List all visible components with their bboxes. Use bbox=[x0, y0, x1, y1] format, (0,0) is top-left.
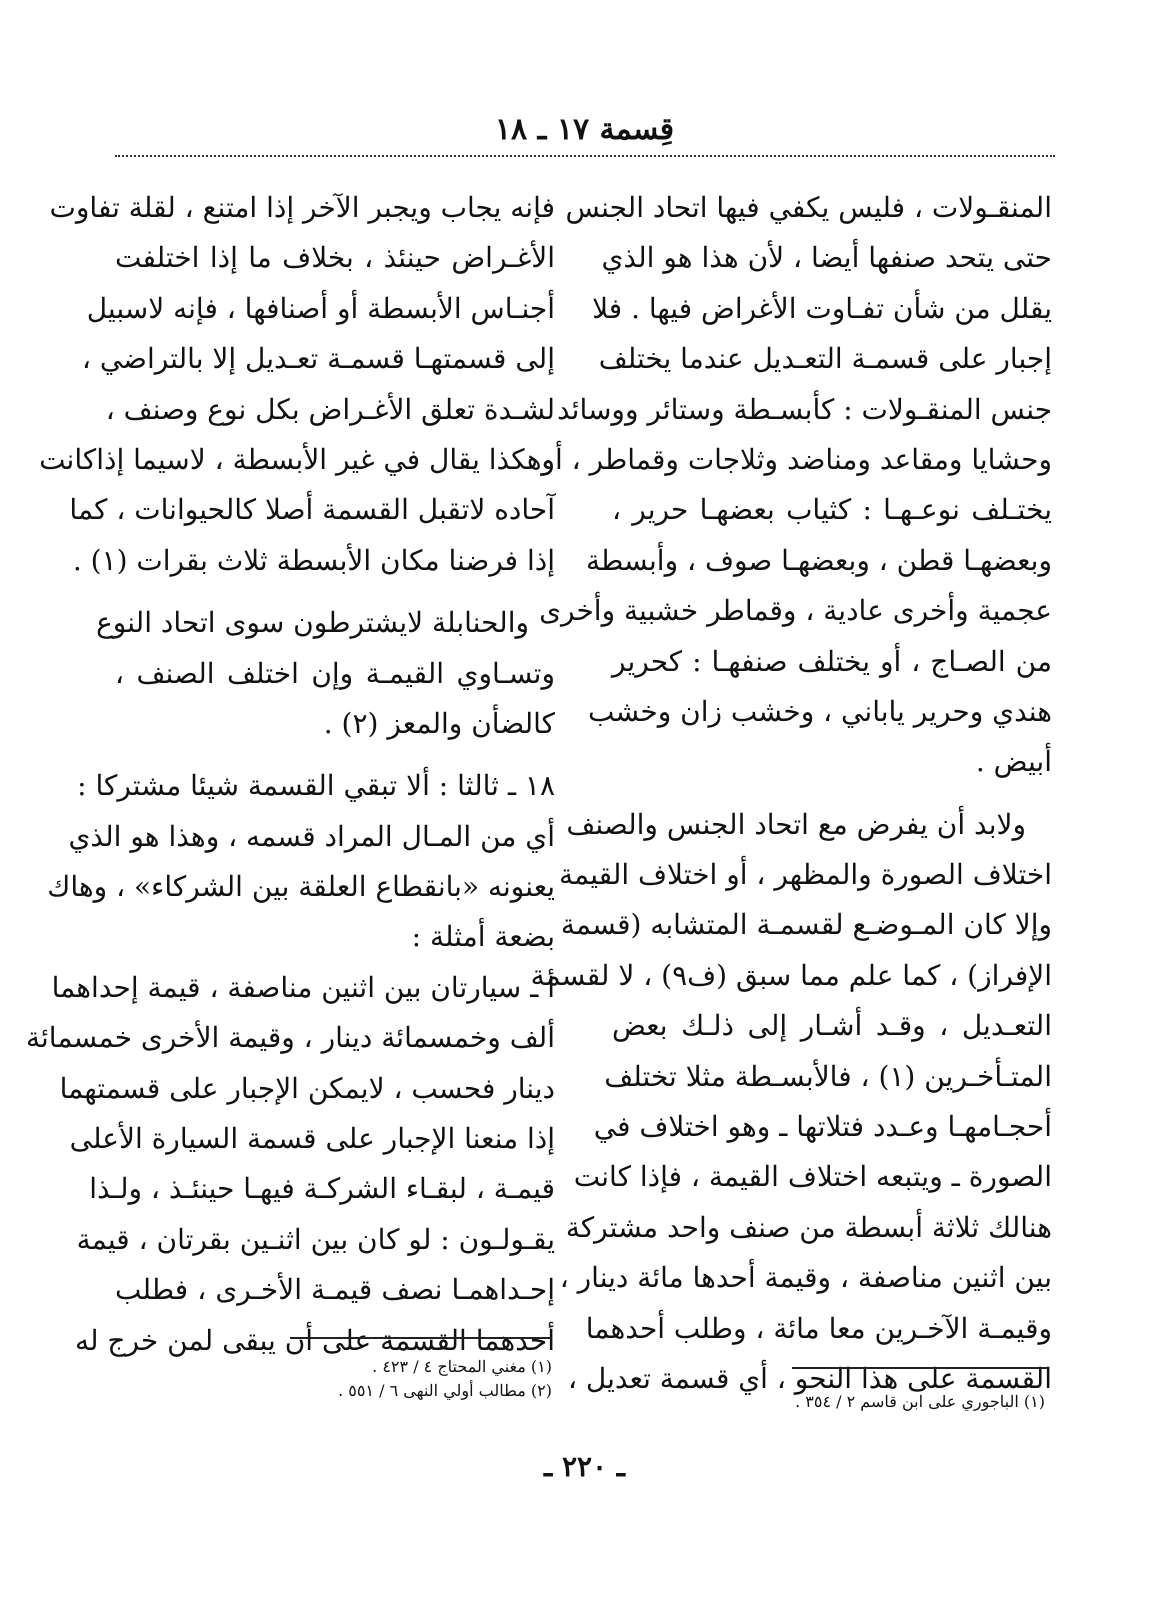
text-line: إذا فرضنا مكان الأبسطة ثلاث بقرات (١) . bbox=[72, 543, 555, 577]
text-line: هندي وحرير ياباني ، وخشب زان وخشب bbox=[587, 694, 1052, 728]
text-line: وقيمـة الآخـرين معا مائة ، وطلب أحدهما bbox=[585, 1311, 1052, 1345]
footnote-item: (١) مغني المحتاج ٤ / ٤٢٣ . bbox=[372, 1357, 552, 1376]
paragraph-gap bbox=[115, 586, 555, 598]
text-line: أحجـامهـا وعـدد فتلاتها ـ وهو اختلاف في bbox=[593, 1110, 1052, 1144]
text-line: قيمـة ، لبقـاء الشركـة فيهـا حينئـذ ، ولـذا bbox=[89, 1172, 555, 1206]
text-line: وتسـاوي القيمـة وإن اختلف الصنف ، bbox=[115, 656, 555, 690]
text-line: هنالك ثلاثة أبسطة من صنف واحد مشتركة bbox=[565, 1210, 1052, 1244]
text-line: جنس المنقـولات : كأبسـطة وستائر ووسائد bbox=[556, 392, 1052, 426]
text-line: كالضأن والمعز (٢) . bbox=[323, 706, 555, 740]
text-line: بضعة أمثلة : bbox=[411, 920, 555, 954]
footnotes-left bbox=[240, 1355, 552, 1403]
page-number: ـ ٢٢٠ ـ bbox=[543, 1450, 626, 1483]
footnote-item: (٢) مطالب أولي النهى ٦ / ٥٥١ . bbox=[338, 1381, 552, 1400]
text-line: إذا منعنا الإجبار على قسمة السيارة الأعلى bbox=[69, 1122, 555, 1156]
paragraph-gap bbox=[115, 749, 555, 761]
text-line: الصورة ـ ويتبعه اختلاف القيمة ، فإذا كانت bbox=[573, 1160, 1052, 1194]
header-dotted-rule bbox=[115, 155, 1055, 157]
text-line: وبعضهـا قطن ، وبعضهـا صوف ، وأبسطة bbox=[586, 543, 1052, 577]
text-line: يقلل من شأن تفـاوت الأغراض فيها . فلا bbox=[592, 291, 1052, 325]
footnotes-right bbox=[700, 1390, 1045, 1414]
text-line: يختـلف نوعـهـا : كثياب بعضهـا حرير ، bbox=[612, 493, 1052, 527]
text-line: والحنابلة لايشترطون سوى اتحاد النوع bbox=[96, 606, 529, 640]
text-line: وإلا كان المـوضـع لقسمـة المتشابه (قسمة bbox=[560, 908, 1052, 942]
text-line: من الصـاج ، أو يختلف صنفهـا : كحرير bbox=[612, 644, 1052, 678]
text-line: ألف وخمسمائة دينار ، وقيمة الأخرى خمسمائة bbox=[26, 1021, 555, 1055]
text-line: إجبار على قسمـة التعـديل عندما يختلف bbox=[598, 342, 1052, 376]
text-line: دينار فحسب ، لايمكن الإجبار على قسمتهما bbox=[59, 1071, 555, 1105]
text-line: أبيض . bbox=[975, 745, 1052, 779]
text-line: الأغـراض حينئذ ، بخلاف ما إذا اختلفت bbox=[115, 241, 555, 275]
text-line: المنقـولات ، فليس يكفي فيها اتحاد الجنس bbox=[565, 191, 1052, 224]
left-text-column bbox=[26, 183, 555, 1366]
paragraph-gap bbox=[612, 788, 1052, 800]
text-line: التعـديل ، وقـد أشـار إلى ذلـك بعض bbox=[612, 1009, 1052, 1043]
text-line: آحاده لاتقبل القسمة أصلا كالحيوانات ، كما bbox=[69, 493, 555, 527]
text-line: وهكذا يقال في غير الأبسطة ، لاسيما إذاكانت bbox=[39, 442, 555, 476]
text-line: أي من المـال المراد قسمه ، وهذا هو الذي bbox=[68, 819, 555, 853]
text-line: الإفراز) ، كما علم مما سبق (ف٩) ، لا لقسمة bbox=[530, 958, 1052, 992]
page-header-title: قِسمة ١٧ ـ ١٨ bbox=[494, 112, 675, 147]
footnote-rule-right bbox=[792, 1367, 1047, 1369]
right-text-column bbox=[530, 183, 1052, 1404]
text-line: إحـداهمـا نصف قيمـة الأخـرى ، فطلب bbox=[115, 1273, 555, 1307]
text-line: حتى يتحد صنفها أيضا ، لأن هذا هو الذي bbox=[601, 241, 1052, 275]
text-line: أجنـاس الأبسطة أو أصنافها ، فإنه لاسبيل bbox=[86, 291, 555, 325]
text-line: لشـدة تعلق الأغـراض بكل نوع وصنف ، bbox=[105, 392, 555, 426]
text-line: اختلاف الصورة والمظهر ، أو اختلاف القيمة bbox=[559, 858, 1052, 892]
text-line: يقـولـون : لو كان بين اثنـين بقرتان ، قيمة bbox=[76, 1222, 555, 1256]
text-line: أ ـ سيارتان بين اثنين مناصفة ، قيمة إحداهما bbox=[51, 970, 555, 1004]
text-line: يعنونه «بانقطاع العلقة بين الشركاء» ، وهاك bbox=[47, 870, 555, 904]
text-line: ولابد أن يفرض مع اتحاد الجنس والصنف bbox=[566, 807, 1026, 841]
text-line: أحدهما القسمة على أن يبقى لمن خرج له bbox=[74, 1323, 555, 1357]
text-line: بين اثنين مناصفة ، وقيمة أحدها مائة دينار ، bbox=[559, 1261, 1052, 1295]
text-line: فإنه يجاب ويجبر الآخر إذا امتنع ، لقلة تفاوت bbox=[49, 191, 555, 224]
text-line: إلى قسمتهـا قسمـة تعـديل إلا بالتراضي ، bbox=[81, 342, 555, 376]
section-heading-line: ١٨ ـ ثالثا : ألا تبقي القسمة شيئا مشتركا : bbox=[77, 769, 555, 803]
text-line: عجمية وأخرى عادية ، وقماطر خشبية وأخرى bbox=[539, 594, 1052, 628]
text-line: القسمة على هذا النحو ، أي قسمة تعديل ، bbox=[567, 1361, 1052, 1395]
footnote-item: (١) الباجوري على ابن قاسم ٢ / ٣٥٤ . bbox=[795, 1392, 1045, 1411]
footnote-rule-left bbox=[290, 1337, 552, 1339]
text-line: وحشايا ومقاعد ومناضد وثلاجات وقماطر ، أو bbox=[541, 442, 1052, 476]
text-line: المتـأخـرين (١) ، فالأبسـطة مثلا تختلف bbox=[604, 1059, 1052, 1093]
